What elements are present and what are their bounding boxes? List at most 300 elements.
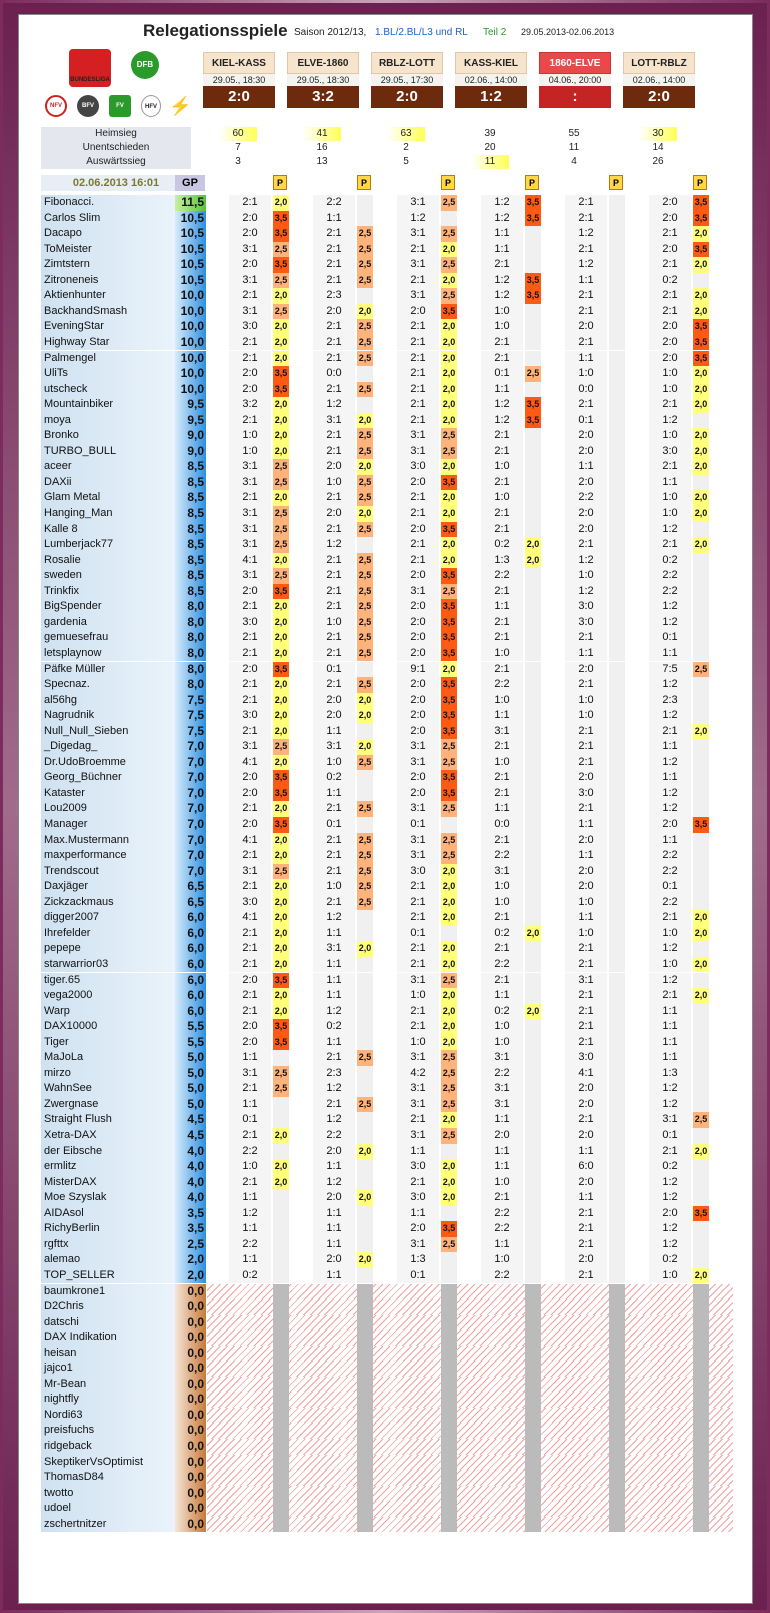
player-name: Zickzackmaus [41, 895, 175, 911]
table-row [41, 1423, 741, 1439]
tip-cell: 3:1 [397, 848, 439, 864]
tip-cell: 2:1 [229, 926, 271, 942]
empty-points-cell [273, 1470, 289, 1486]
total-points: 7,0 [175, 739, 206, 755]
tip-cell: 2:1 [313, 382, 355, 398]
table-row [41, 599, 741, 615]
points-cell [357, 366, 373, 382]
points-cell [357, 397, 373, 413]
tip-cell: 6:0 [565, 1159, 607, 1175]
tip-cell: 1:2 [565, 257, 607, 273]
tip-cell: 3:1 [229, 537, 271, 553]
points-cell [525, 833, 541, 849]
empty-points-cell [609, 1299, 625, 1315]
empty-points-cell [357, 1455, 373, 1471]
points-cell [609, 708, 625, 724]
points-cell: 2,5 [357, 1097, 373, 1113]
tip-cell: 4:1 [565, 1066, 607, 1082]
points-cell [525, 615, 541, 631]
points-cell: 2,0 [441, 879, 457, 895]
points-cell: 2,5 [357, 257, 373, 273]
empty-points-cell [441, 1408, 457, 1424]
points-cell: 2,0 [441, 537, 457, 553]
tip-cell: 2:0 [565, 1128, 607, 1144]
tip-cell: 1:2 [649, 1097, 691, 1113]
points-cell: 2,0 [273, 630, 289, 646]
points-cell: 2,5 [357, 319, 373, 335]
points-cell: 2,0 [441, 988, 457, 1004]
tip-cell: 2:0 [229, 366, 271, 382]
empty-points-cell [357, 1423, 373, 1439]
tip-cell: 1:1 [313, 211, 355, 227]
empty-points-cell [273, 1377, 289, 1393]
tip-cell: 1:2 [313, 1175, 355, 1191]
total-points: 10,5 [175, 257, 206, 273]
points-cell [525, 522, 541, 538]
tip-cell: 1:0 [481, 895, 523, 911]
table-row [41, 677, 741, 693]
total-points: 8,5 [175, 522, 206, 538]
empty-points-cell [357, 1299, 373, 1315]
points-cell [525, 1268, 541, 1284]
total-points: 10,5 [175, 273, 206, 289]
points-cell: 2,5 [441, 848, 457, 864]
bundesliga-logo: BUNDESLIGA [69, 49, 111, 87]
tip-cell: 1:0 [397, 1035, 439, 1051]
tip-cell: 0:2 [229, 1268, 271, 1284]
points-cell: 2,0 [693, 382, 709, 398]
points-cell [525, 801, 541, 817]
points-cell [609, 879, 625, 895]
match-column [203, 52, 275, 108]
points-cell [525, 444, 541, 460]
tip-cell: 0:1 [649, 630, 691, 646]
tip-cell: 2:0 [565, 1081, 607, 1097]
points-cell [525, 770, 541, 786]
table-row [41, 879, 741, 895]
daterange-label: 29.05.2013-02.06.2013 [521, 27, 615, 37]
player-name: zschertnitzer [41, 1517, 175, 1533]
points-cell [525, 848, 541, 864]
total-points: 8,5 [175, 475, 206, 491]
points-cell: 2,5 [273, 459, 289, 475]
points-header: P [441, 175, 455, 190]
points-cell [525, 1144, 541, 1160]
tip-cell: 1:2 [481, 397, 523, 413]
tip-cell: 2:0 [313, 708, 355, 724]
points-cell [525, 988, 541, 1004]
tip-cell: 3:0 [397, 1159, 439, 1175]
points-cell [525, 630, 541, 646]
table-row [41, 1004, 741, 1020]
player-name: moya [41, 413, 175, 429]
points-cell [357, 195, 373, 211]
points-cell: 2,0 [441, 382, 457, 398]
tip-cell: 2:1 [481, 257, 523, 273]
player-name: Manager [41, 817, 175, 833]
points-cell [525, 226, 541, 242]
empty-points-cell [441, 1377, 457, 1393]
points-cell: 2,5 [357, 490, 373, 506]
empty-points-cell [273, 1408, 289, 1424]
tip-cell: 3:1 [229, 522, 271, 538]
points-cell: 2,0 [357, 413, 373, 429]
tip-cell: 2:1 [481, 335, 523, 351]
points-cell [693, 1190, 709, 1206]
player-name: jajco1 [41, 1361, 175, 1377]
tip-cell: 0:2 [313, 1019, 355, 1035]
tip-cell: 1:1 [565, 910, 607, 926]
table-row [41, 973, 741, 989]
empty-points-cell [441, 1470, 457, 1486]
tip-cell: 2:1 [313, 848, 355, 864]
table-row [41, 1501, 741, 1517]
points-cell: 2,0 [441, 1190, 457, 1206]
tip-cell: 2:1 [565, 988, 607, 1004]
table-row [41, 568, 741, 584]
tip-cell: 1:1 [481, 1237, 523, 1253]
tip-cell: 1:2 [481, 211, 523, 227]
points-cell: 2,0 [273, 833, 289, 849]
wfv-logo: ⚡ [169, 96, 192, 116]
empty-points-cell [273, 1361, 289, 1377]
points-cell [693, 1097, 709, 1113]
tip-cell: 2:1 [565, 1237, 607, 1253]
player-name: MisterDAX [41, 1175, 175, 1191]
match-result: 3:2 [287, 86, 359, 108]
total-points: 5,0 [175, 1097, 206, 1113]
points-cell [525, 864, 541, 880]
points-cell: 3,5 [441, 786, 457, 802]
empty-points-cell [525, 1392, 541, 1408]
points-cell: 2,5 [441, 801, 457, 817]
tip-cell: 1:2 [649, 786, 691, 802]
tip-cell: 0:1 [481, 366, 523, 382]
match-date: 02.06., 14:00 [455, 74, 527, 86]
empty-points-cell [273, 1517, 289, 1533]
points-cell [693, 273, 709, 289]
tip-cell: 2:1 [397, 879, 439, 895]
points-cell [525, 1019, 541, 1035]
total-points: 6,0 [175, 957, 206, 973]
empty-points-cell [441, 1439, 457, 1455]
tip-cell: 2:1 [229, 941, 271, 957]
tip-cell: 2:1 [481, 770, 523, 786]
points-cell [693, 615, 709, 631]
tip-cell: 2:0 [649, 242, 691, 258]
total-points: 6,0 [175, 988, 206, 1004]
tip-cell: 1:1 [313, 1237, 355, 1253]
points-cell [609, 1081, 625, 1097]
tip-cell: 3:1 [397, 428, 439, 444]
points-cell: 2,0 [441, 1159, 457, 1175]
tip-cell: 0:1 [649, 1128, 691, 1144]
total-points: 5,5 [175, 1019, 206, 1035]
player-name: Rosalie [41, 553, 175, 569]
tip-cell: 2:1 [313, 319, 355, 335]
points-cell [525, 257, 541, 273]
player-name: TURBO_BULL [41, 444, 175, 460]
tip-cell: 1:1 [313, 973, 355, 989]
tip-cell: 2:2 [481, 957, 523, 973]
tip-cell: 2:1 [229, 848, 271, 864]
match-name: LOTT-RBLZ [623, 52, 695, 74]
points-cell: 2,5 [357, 475, 373, 491]
empty-points-cell [609, 1517, 625, 1533]
tip-cell: 2:2 [649, 568, 691, 584]
points-cell [525, 335, 541, 351]
player-name: pepepe [41, 941, 175, 957]
tip-cell: 2:0 [649, 195, 691, 211]
table-row [41, 786, 741, 802]
points-cell: 3,5 [693, 335, 709, 351]
tip-cell: 4:1 [229, 553, 271, 569]
tip-cell: 1:0 [229, 428, 271, 444]
total-points: 10,0 [175, 335, 206, 351]
points-cell [609, 506, 625, 522]
player-name: RichyBerlin [41, 1221, 175, 1237]
points-cell [609, 615, 625, 631]
match-name: 1860-ELVE [539, 52, 611, 74]
empty-points-cell [525, 1486, 541, 1502]
empty-points-cell [273, 1423, 289, 1439]
points-cell [609, 957, 625, 973]
points-cell [693, 1128, 709, 1144]
player-name: ridgeback [41, 1439, 175, 1455]
points-cell: 3,5 [441, 646, 457, 662]
table-row [41, 1268, 741, 1284]
tip-cell: 1:2 [649, 1175, 691, 1191]
empty-points-cell [441, 1392, 457, 1408]
empty-points-cell [441, 1486, 457, 1502]
points-cell: 2,0 [693, 490, 709, 506]
points-cell: 3,5 [273, 973, 289, 989]
teil-label: Teil 2 [483, 27, 507, 38]
points-cell: 3,5 [273, 817, 289, 833]
points-cell: 3,5 [525, 413, 541, 429]
points-cell: 2,0 [441, 506, 457, 522]
points-cell [525, 879, 541, 895]
points-cell: 2,5 [441, 1050, 457, 1066]
empty-points-cell [693, 1346, 709, 1362]
points-cell [693, 553, 709, 569]
points-cell [357, 1004, 373, 1020]
tip-cell: 1:1 [565, 848, 607, 864]
total-points: 2,5 [175, 1237, 206, 1253]
empty-points-cell [273, 1299, 289, 1315]
table-row [41, 226, 741, 242]
tip-cell: 2:1 [229, 490, 271, 506]
total-points: 4,0 [175, 1175, 206, 1191]
table-panel [18, 14, 753, 1604]
tip-cell: 3:1 [397, 444, 439, 460]
points-cell: 2,0 [273, 895, 289, 911]
table-row [41, 941, 741, 957]
points-cell [609, 459, 625, 475]
tip-cell: 2:1 [649, 459, 691, 475]
table-row [41, 1517, 741, 1533]
fv-logo: FV [109, 95, 131, 117]
tip-cell: 2:1 [565, 630, 607, 646]
tip-cell: 2:0 [565, 428, 607, 444]
points-cell: 2,5 [441, 1237, 457, 1253]
tip-cell: 2:1 [565, 1019, 607, 1035]
empty-points-cell [525, 1470, 541, 1486]
player-name: Trinkfix [41, 584, 175, 600]
tip-cell: 2:0 [397, 677, 439, 693]
tip-cell: 1:2 [565, 553, 607, 569]
points-cell [357, 1066, 373, 1082]
points-cell: 2,5 [273, 242, 289, 258]
tip-cell: 3:1 [229, 864, 271, 880]
points-cell: 3,5 [441, 568, 457, 584]
tip-stat: 55 [568, 128, 580, 139]
points-cell: 2,5 [357, 801, 373, 817]
nfv-logo: NFV [45, 95, 67, 117]
tip-cell: 3:1 [229, 568, 271, 584]
tip-cell: 2:1 [649, 1144, 691, 1160]
points-cell [441, 211, 457, 227]
points-cell [609, 1128, 625, 1144]
tip-cell: 2:1 [397, 941, 439, 957]
tip-cell: 2:0 [565, 319, 607, 335]
tip-cell: 2:0 [397, 630, 439, 646]
tip-cell: 1:1 [313, 1268, 355, 1284]
player-name: utscheck [41, 382, 175, 398]
tip-cell: 2:1 [313, 428, 355, 444]
tip-cell: 1:0 [565, 568, 607, 584]
tip-cell: 2:1 [565, 1221, 607, 1237]
tip-cell: 1:2 [649, 973, 691, 989]
table-row [41, 351, 741, 367]
empty-points-cell [525, 1455, 541, 1471]
player-name: Lou2009 [41, 801, 175, 817]
points-cell [693, 584, 709, 600]
points-cell: 3,5 [273, 257, 289, 273]
points-cell: 2,5 [273, 475, 289, 491]
tip-cell: 1:2 [313, 910, 355, 926]
points-cell: 2,0 [273, 615, 289, 631]
tip-cell: 2:1 [397, 895, 439, 911]
points-cell [525, 382, 541, 398]
total-points: 7,0 [175, 833, 206, 849]
empty-points-cell [441, 1517, 457, 1533]
table-row [41, 864, 741, 880]
points-cell: 2,5 [357, 615, 373, 631]
tip-cell: 3:1 [397, 755, 439, 771]
points-cell: 2,5 [273, 864, 289, 880]
empty-points-cell [441, 1423, 457, 1439]
points-cell: 3,5 [693, 242, 709, 258]
tip-cell: 0:2 [481, 1004, 523, 1020]
tip-cell: 2:1 [397, 366, 439, 382]
tip-cell: 3:1 [481, 1081, 523, 1097]
tip-cell: 2:1 [397, 413, 439, 429]
total-points: 8,5 [175, 568, 206, 584]
player-name: DAXii [41, 475, 175, 491]
table-row [41, 1144, 741, 1160]
points-cell: 2,5 [273, 1066, 289, 1082]
tip-cell: 3:0 [229, 895, 271, 911]
empty-points-cell [357, 1501, 373, 1517]
points-cell [609, 817, 625, 833]
tip-stat: 39 [484, 128, 496, 139]
player-name: maxperformance [41, 848, 175, 864]
tip-cell: 2:1 [565, 211, 607, 227]
points-cell: 3,5 [441, 475, 457, 491]
points-cell: 3,5 [273, 211, 289, 227]
tip-cell: 2:2 [481, 568, 523, 584]
points-cell: 2,0 [441, 910, 457, 926]
tip-cell: 1:1 [649, 1050, 691, 1066]
tip-cell: 1:1 [481, 1144, 523, 1160]
points-cell: 2,0 [441, 319, 457, 335]
table-row [41, 755, 741, 771]
tip-cell: 3:1 [397, 226, 439, 242]
points-cell: 3,5 [525, 273, 541, 289]
total-points: 3,5 [175, 1221, 206, 1237]
points-header: P [357, 175, 371, 190]
points-cell: 2,0 [273, 646, 289, 662]
tip-stat: 41 [303, 127, 341, 141]
tip-cell: 3:1 [397, 288, 439, 304]
tip-cell: 2:0 [565, 864, 607, 880]
tip-cell: 1:0 [649, 1268, 691, 1284]
tip-cell: 1:0 [565, 926, 607, 942]
season-label: Saison 2012/13, [294, 27, 367, 38]
tip-cell: 2:0 [397, 1221, 439, 1237]
tip-cell: 2:0 [565, 1175, 607, 1191]
tip-cell: 1:1 [565, 351, 607, 367]
tip-cell: 3:1 [481, 724, 523, 740]
tip-cell: 3:1 [313, 739, 355, 755]
table-row [41, 910, 741, 926]
points-cell: 2,5 [357, 584, 373, 600]
tip-cell: 2:0 [397, 786, 439, 802]
table-row [41, 848, 741, 864]
points-cell [273, 1237, 289, 1253]
tip-cell: 2:1 [397, 1175, 439, 1191]
tip-cell: 2:1 [481, 351, 523, 367]
tip-cell: 1:0 [313, 615, 355, 631]
empty-points-cell [525, 1517, 541, 1533]
points-cell: 2,0 [441, 662, 457, 678]
points-cell [609, 926, 625, 942]
total-points: 2,0 [175, 1268, 206, 1284]
total-points: 9,0 [175, 444, 206, 460]
empty-points-cell [609, 1330, 625, 1346]
total-points: 0,0 [175, 1408, 206, 1424]
tip-cell: 2:1 [313, 242, 355, 258]
points-cell: 2,0 [693, 910, 709, 926]
match-name: KIEL-KASS [203, 52, 275, 74]
points-cell [609, 242, 625, 258]
points-cell: 2,0 [693, 926, 709, 942]
table-row [41, 1252, 741, 1268]
total-points: 8,0 [175, 662, 206, 678]
points-cell: 2,0 [273, 988, 289, 1004]
points-cell [609, 1252, 625, 1268]
points-cell: 2,5 [441, 739, 457, 755]
points-cell [609, 444, 625, 460]
match-date: 29.05., 18:30 [203, 74, 275, 86]
points-cell [609, 1237, 625, 1253]
empty-points-cell [525, 1284, 541, 1300]
total-points: 0,0 [175, 1470, 206, 1486]
points-cell [693, 630, 709, 646]
points-cell [693, 1004, 709, 1020]
tip-cell: 2:0 [397, 568, 439, 584]
